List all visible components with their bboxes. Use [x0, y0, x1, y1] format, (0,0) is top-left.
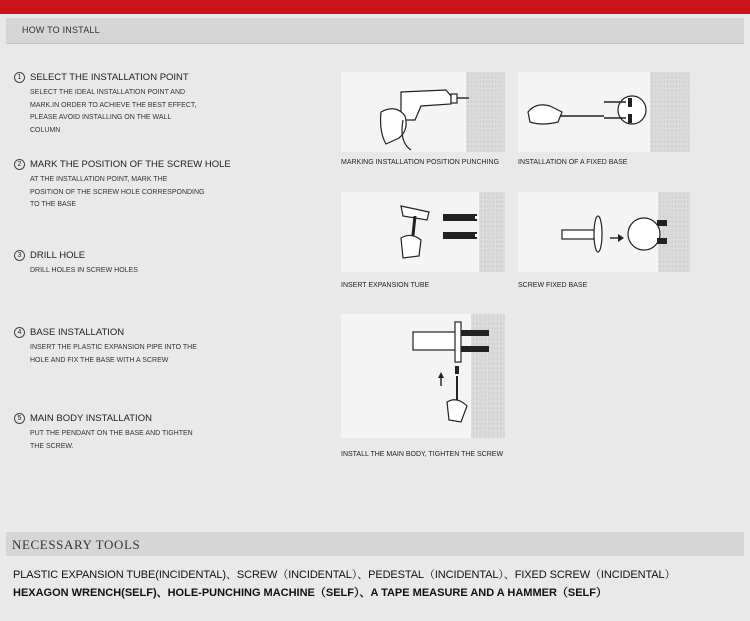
step-number: 5: [14, 413, 25, 424]
step-3: [14, 250, 314, 278]
caption-expansion-tube: INSERT EXPANSION TUBE: [341, 282, 430, 289]
step-description: PUT THE PENDANT ON THE BASE AND TIGHTEN THE SCREW.: [30, 430, 193, 450]
step-5: [14, 413, 314, 453]
step-description: SELECT THE IDEAL INSTALLATION POINT AND MARK.IN ORDER TO ACHIEVE THE BEST EFFECT, PLEASE AVOID INSTALLING ON THE WALL COLUMN: [30, 89, 197, 134]
step-number: 3: [14, 250, 25, 261]
fixed-base-illustration: [518, 72, 690, 152]
step-title: DRILL HOLE: [30, 250, 86, 261]
step-4: [14, 327, 314, 367]
step-title: MARK THE POSITION OF THE SCREW HOLE: [30, 159, 231, 170]
step-description: AT THE INSTALLATION POINT, MARK THE POSITION OF THE SCREW HOLE CORRESPONDING TO THE BASE: [30, 176, 205, 208]
tools-header: [6, 532, 744, 556]
drill-illustration: [341, 72, 505, 152]
header-band: [6, 18, 744, 44]
step-1: [14, 72, 314, 137]
step-description: DRILL HOLES IN SCREW HOLES: [30, 267, 138, 274]
tools-line-2: HEXAGON WRENCH(SELF)、HOLE-PUNCHING MACHINE（SELF）、A TAPE MEASURE AND A HAMMER（SELF）: [13, 587, 607, 599]
caption-main-body: INSTALL THE MAIN BODY, TIGHTEN THE SCREW: [341, 451, 504, 458]
screw-fixed-base-illustration: [518, 192, 690, 272]
step-title: SELECT THE INSTALLATION POINT: [30, 72, 189, 83]
top-red-bar: [0, 0, 750, 14]
page-title: HOW TO INSTALL: [22, 25, 100, 35]
step-title: MAIN BODY INSTALLATION: [30, 413, 152, 424]
step-2: [14, 159, 314, 212]
caption-screw-fixed-base: SCREW FIXED BASE: [518, 282, 588, 289]
hammer-illustration: [341, 192, 505, 272]
step-number: 2: [14, 159, 25, 170]
main-body-illustration: [341, 314, 505, 438]
step-number: 4: [14, 327, 25, 338]
tools-title: NECESSARY TOOLS: [12, 537, 141, 552]
caption-fixed-base: INSTALLATION OF A FIXED BASE: [518, 159, 628, 166]
step-title: BASE INSTALLATION: [30, 327, 125, 338]
step-description: INSERT THE PLASTIC EXPANSION PIPE INTO THE HOLE AND FIX THE BASE WITH A SCREW: [30, 344, 197, 364]
step-number: 1: [14, 72, 25, 83]
tools-line-1: PLASTIC EXPANSION TUBE(INCIDENTAL)、SCREW（INCIDENTAL）、PEDESTAL（INCIDENTAL）、FIXED SCREW（INCIDENTAL）: [13, 569, 676, 581]
caption-marking-punching: MARKING INSTALLATION POSITION PUNCHING: [341, 159, 500, 166]
